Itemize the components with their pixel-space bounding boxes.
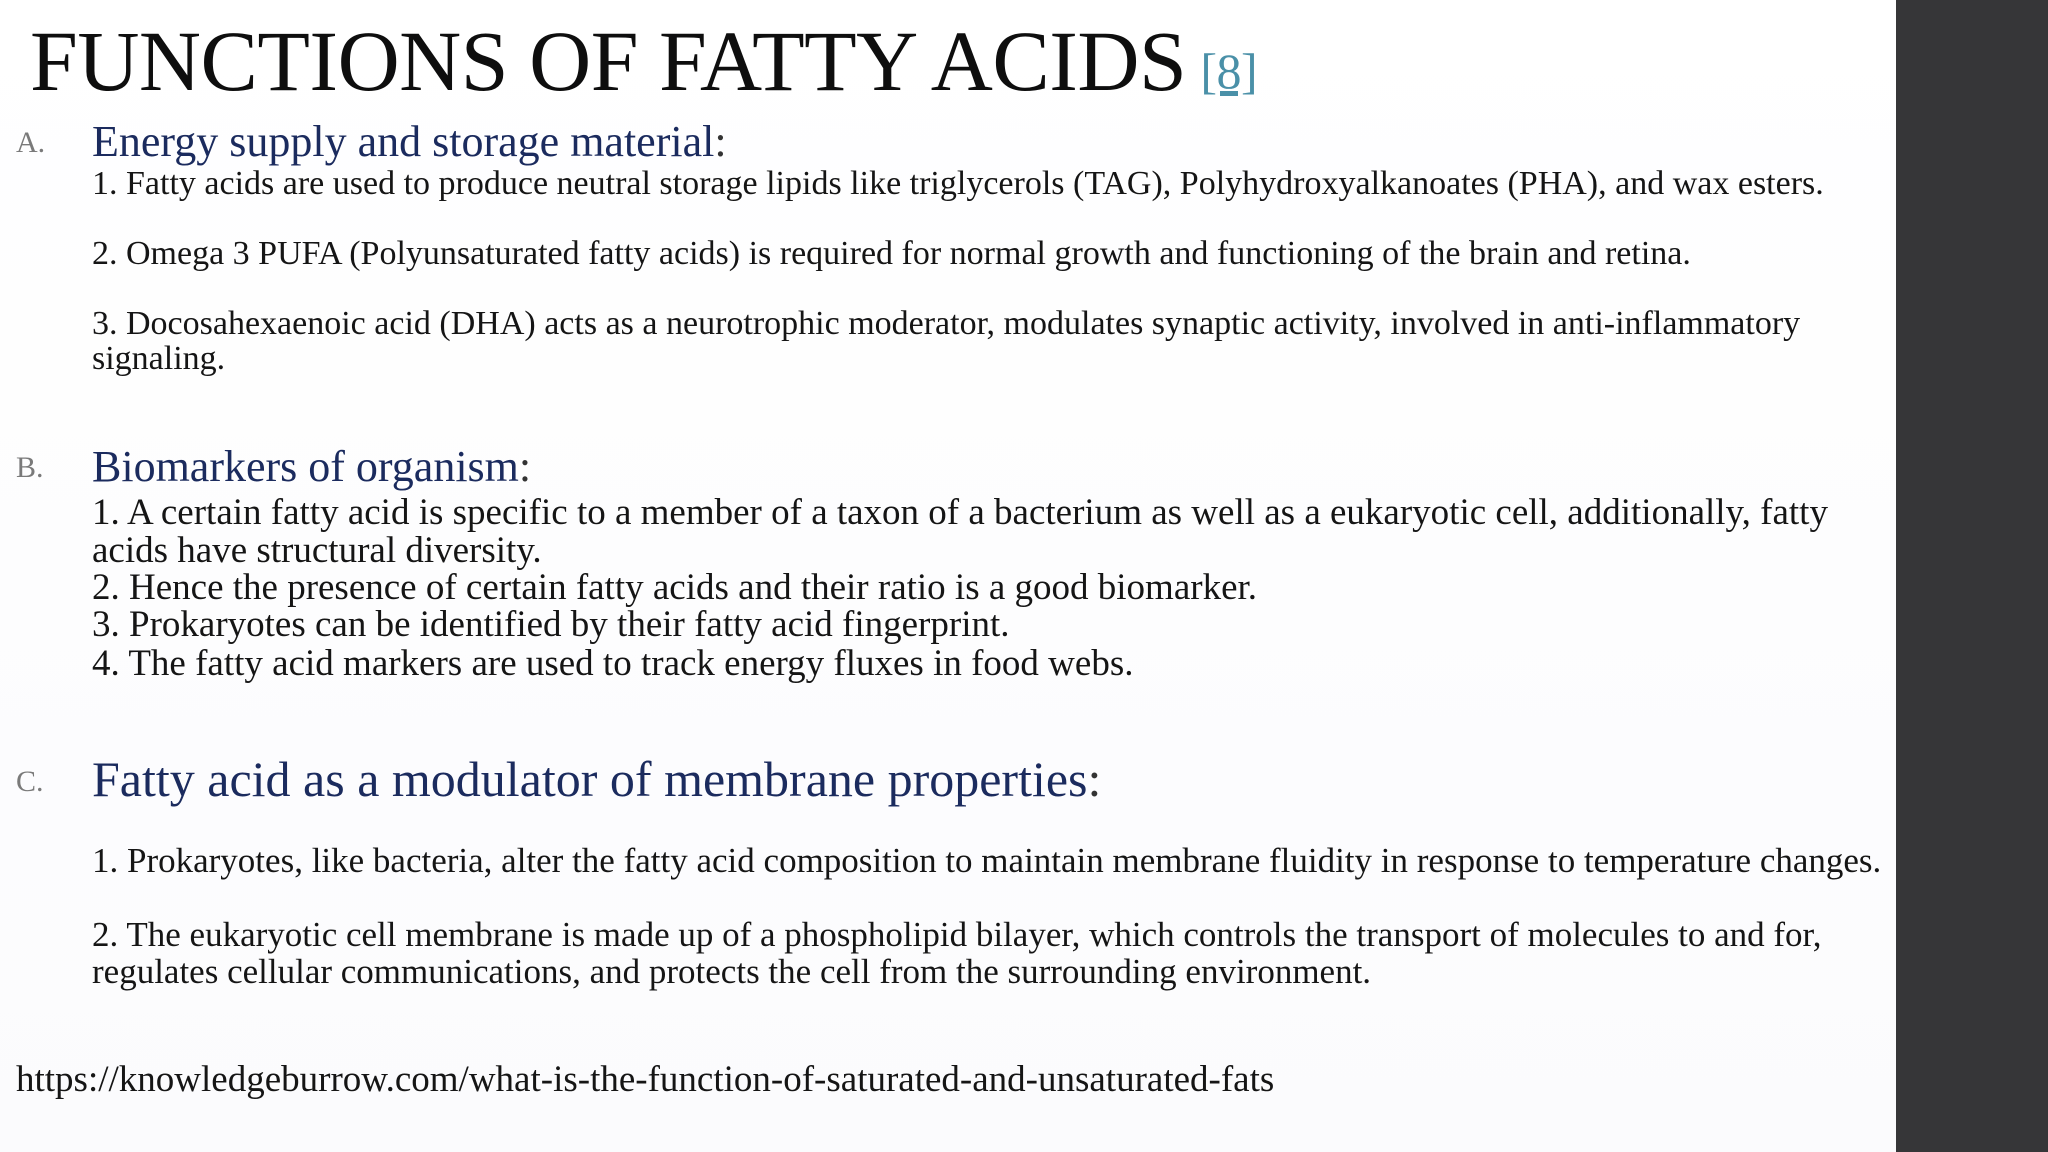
list-item: 2. Hence the presence of certain fatty acids and their ratio is a good biomarker. [92,567,1258,608]
section-letter: C. [16,765,44,798]
side-bar [1896,0,2048,1152]
list-item: 4. The fatty acid markers are used to track energy fluxes in food webs. [92,643,1134,684]
list-item: 2. The eukaryotic cell membrane is made up of a phospholipid bilayer, which controls the transport of molecules to and for, regulates cellular communications, and protects the cell from the surrounding environment. [92,915,1822,991]
section-letter: A. [16,126,46,159]
list-item: 2. Omega 3 PUFA (Polyunsaturated fatty acids) is required for normal growth and functioning of the brain and retina. [92,235,1691,272]
section-heading [92,114,727,170]
slide-title-text: FUNCTIONS OF FATTY ACIDS [30,13,1187,109]
slide-title [30,8,1257,124]
list-item: 1. A certain fatty acid is specific to a member of a taxon of a bacterium as well as a eukaryotic cell, additionally, fatty acids have structural diversity. [92,492,1828,571]
section-heading [92,748,1101,810]
section-heading-text: Biomarkers of organism [92,442,519,491]
section-heading-text: Energy supply and storage material [92,117,715,166]
section-heading-colon: : [1087,751,1102,807]
section-heading-text: Fatty acid as a modulator of membrane properties [92,751,1088,807]
list-item: 3. Docosahexaenoic acid (DHA) acts as a neurotrophic moderator, modulates synaptic activity, involved in anti-inflammatory signaling. [92,305,1801,377]
section-letter: B. [16,451,44,484]
list-item: 3. Prokaryotes can be identified by their fatty acid fingerprint. [92,604,1010,645]
list-item: 1. Fatty acids are used to produce neutral storage lipids like triglycerols (TAG), Polyhydroxyalkanoates (PHA), and wax esters. [92,165,1824,202]
section-heading-colon: : [518,442,532,491]
source-url: https://knowledgeburrow.com/what-is-the-function-of-saturated-and-unsaturated-fats [16,1059,1275,1100]
reference-link[interactable]: [8] [1200,43,1258,99]
list-item: 1. Prokaryotes, like bacteria, alter the fatty acid composition to maintain membrane fluidity in response to temperature changes. [92,841,1882,880]
section-heading-colon: : [714,117,727,166]
section-heading [92,439,531,495]
